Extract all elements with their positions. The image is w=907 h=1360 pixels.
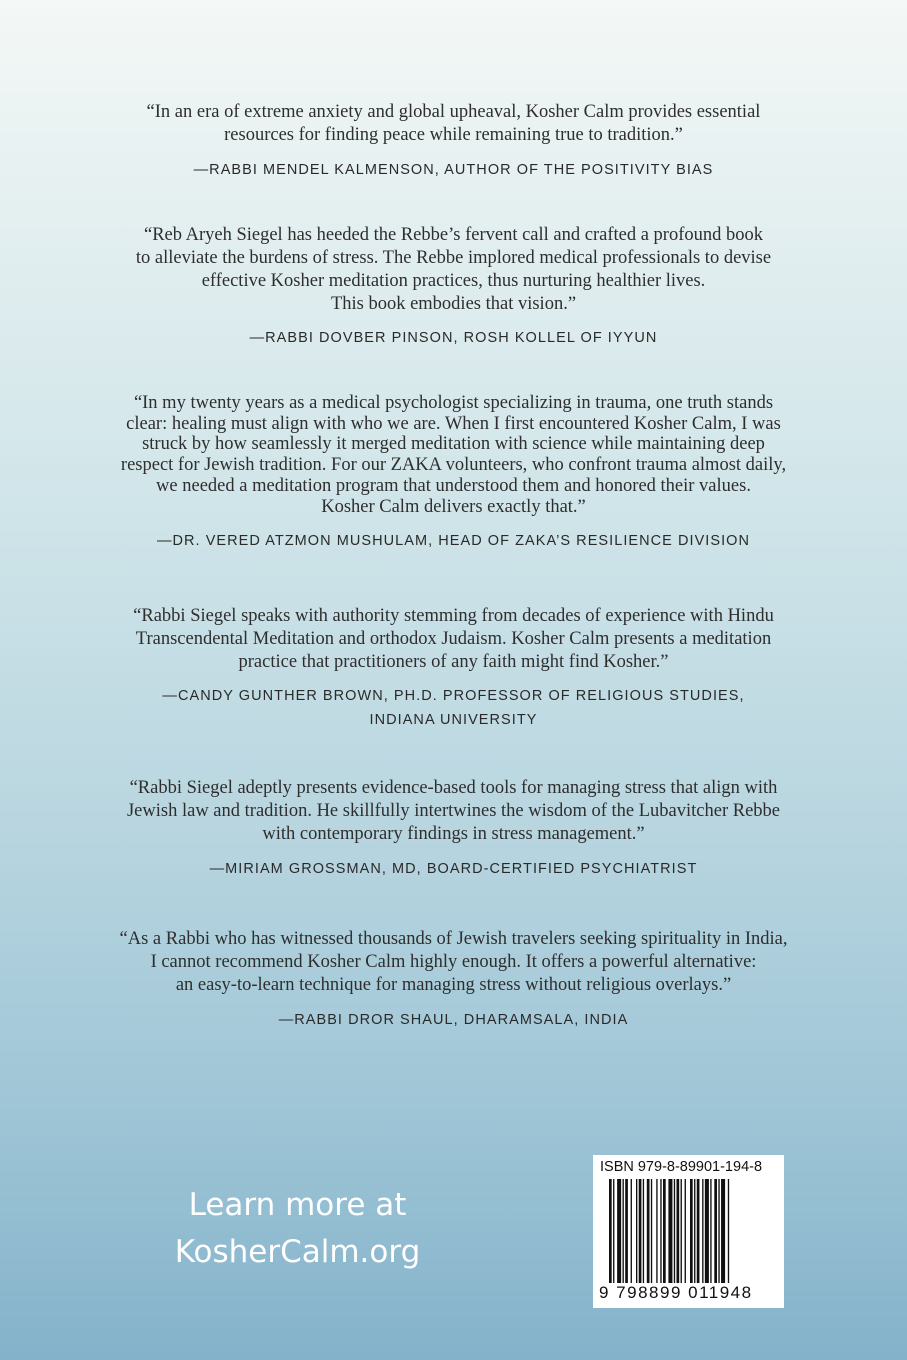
quote-line: Kosher Calm delivers exactly that.”	[321, 496, 586, 517]
barcode-bar	[663, 1179, 666, 1283]
barcode-bar	[639, 1179, 642, 1283]
barcode-bar	[625, 1179, 628, 1283]
quote-line: Transcendental Meditation and orthodox Judaism. Kosher Calm presents a meditation	[135, 629, 772, 649]
endorsement-3	[0, 393, 907, 553]
barcode-bar	[651, 1179, 652, 1283]
website-link[interactable]: KosherCalm.org	[174, 1234, 421, 1270]
barcode-bar	[702, 1179, 703, 1283]
quote-line: respect for Jewish tradition. For our ZAKA volunteers, who confront trauma almost daily,	[120, 455, 787, 476]
endorsement-attribution	[0, 326, 907, 350]
barcode-bar	[613, 1179, 614, 1283]
quote-line: an easy-to-learn technique for managing stress without religious overlays.”	[175, 975, 732, 995]
quote-line: with contemporary findings in stress management.”	[262, 824, 645, 844]
endorsement-attribution	[0, 684, 907, 732]
isbn-barcode	[593, 1155, 784, 1308]
barcode-bar	[660, 1179, 661, 1283]
barcode-bar	[721, 1179, 725, 1283]
barcode-bar	[643, 1179, 644, 1283]
isbn-label: ISBN 979-8-89901-194-8	[600, 1159, 763, 1175]
endorsement-2	[0, 224, 907, 350]
barcode-bar	[623, 1179, 624, 1283]
endorsement-attribution	[0, 857, 907, 881]
attribution-line: INDIANA UNIVERSITY	[369, 712, 538, 728]
barcode-bar	[668, 1179, 672, 1283]
quote-line: “Rabbi Siegel adeptly presents evidence-based tools for managing stress that align with	[129, 778, 778, 798]
endorsement-quote	[0, 101, 907, 147]
quote-line: effective Kosher meditation practices, thus nurturing healthier lives.	[201, 271, 706, 291]
endorsement-4	[0, 605, 907, 732]
barcode-bar	[674, 1179, 675, 1283]
quote-line: we needed a meditation program that understood them and honored their values.	[156, 475, 751, 496]
quote-line: practice that practitioners of any faith might find Kosher.”	[238, 652, 669, 672]
endorsement-6	[0, 928, 907, 1032]
quote-line: resources for finding peace while remaining true to tradition.”	[224, 125, 683, 145]
barcode-bar	[609, 1179, 612, 1283]
quote-line: “Rabbi Siegel speaks with authority stemming from decades of experience with Hindu	[133, 606, 774, 626]
quote-line: “In my twenty years as a medical psychologist specializing in trauma, one truth stands	[133, 393, 774, 413]
quote-line: This book embodies that vision.”	[330, 294, 577, 314]
barcode-bar	[714, 1179, 717, 1283]
attribution-line: —RABBI DROR SHAUL, DHARAMSALA, INDIA	[278, 1012, 629, 1028]
barcode-bar	[690, 1179, 693, 1283]
barcode-bar	[705, 1179, 709, 1283]
attribution-line: —CANDY GUNTHER BROWN, PH.D. PROFESSOR OF RELIGIOUS STUDIES,	[162, 688, 745, 704]
barcode-bar	[647, 1179, 650, 1283]
barcode-digits: 9 798899 011948	[599, 1283, 753, 1302]
quote-line: struck by how seamlessly it merged meditation with science while maintaining deep	[142, 434, 765, 455]
barcode-bar	[697, 1179, 700, 1283]
attribution-line: —RABBI MENDEL KALMENSON, AUTHOR OF THE POSITIVITY BIAS	[193, 162, 714, 178]
quote-line: I cannot recommend Kosher Calm highly enough. It offers a powerful alternative:	[150, 952, 757, 972]
attribution-line: —DR. VERED ATZMON MUSHULAM, HEAD OF ZAKA’S RESILIENCE DIVISION	[156, 533, 751, 550]
endorsement-quote	[0, 224, 907, 316]
barcode-bar	[685, 1179, 686, 1283]
learn-more-callout	[150, 1182, 445, 1276]
quote-line: to alleviate the burdens of stress. The Rebbe implored medical professionals to devise	[135, 248, 772, 268]
endorsement-5	[0, 777, 907, 881]
endorsement-quote	[0, 393, 907, 517]
barcode-bar	[728, 1179, 729, 1283]
barcode-bar	[631, 1179, 632, 1283]
attribution-line: —RABBI DOVBER PINSON, ROSH KOLLEL OF IYYUN	[249, 330, 658, 346]
endorsement-attribution	[0, 1008, 907, 1032]
quote-line: “As a Rabbi who has witnessed thousands of Jewish travelers seeking spirituality in India,	[119, 929, 788, 949]
barcode-bar	[617, 1179, 621, 1283]
endorsement-attribution	[0, 529, 907, 553]
quote-line: Jewish law and tradition. He skillfully intertwines the wisdom of the Lubavitcher Rebbe	[126, 801, 780, 821]
quote-line: clear: healing must align with who we are. When I first encountered Kosher Calm, I was	[126, 413, 781, 434]
endorsement-quote	[0, 928, 907, 997]
barcode-bar	[694, 1179, 695, 1283]
barcode-bars	[609, 1179, 769, 1283]
barcode-bar	[710, 1179, 711, 1283]
barcode-bar	[681, 1179, 682, 1283]
endorsement-quote	[0, 777, 907, 846]
endorsement-1	[0, 101, 907, 182]
endorsement-quote	[0, 605, 907, 674]
barcode-bar	[656, 1179, 657, 1283]
endorsement-attribution	[0, 158, 907, 182]
learn-more-label: Learn more at	[188, 1187, 407, 1223]
attribution-line: —MIRIAM GROSSMAN, MD, BOARD-CERTIFIED PSYCHIATRIST	[209, 861, 698, 877]
barcode-bar	[636, 1179, 637, 1283]
quote-line: “In an era of extreme anxiety and global upheaval, Kosher Calm provides essential	[146, 102, 761, 122]
barcode-bar	[677, 1179, 680, 1283]
quote-line: “Reb Aryeh Siegel has heeded the Rebbe’s fervent call and crafted a profound book	[143, 225, 763, 245]
barcode-bar	[718, 1179, 719, 1283]
